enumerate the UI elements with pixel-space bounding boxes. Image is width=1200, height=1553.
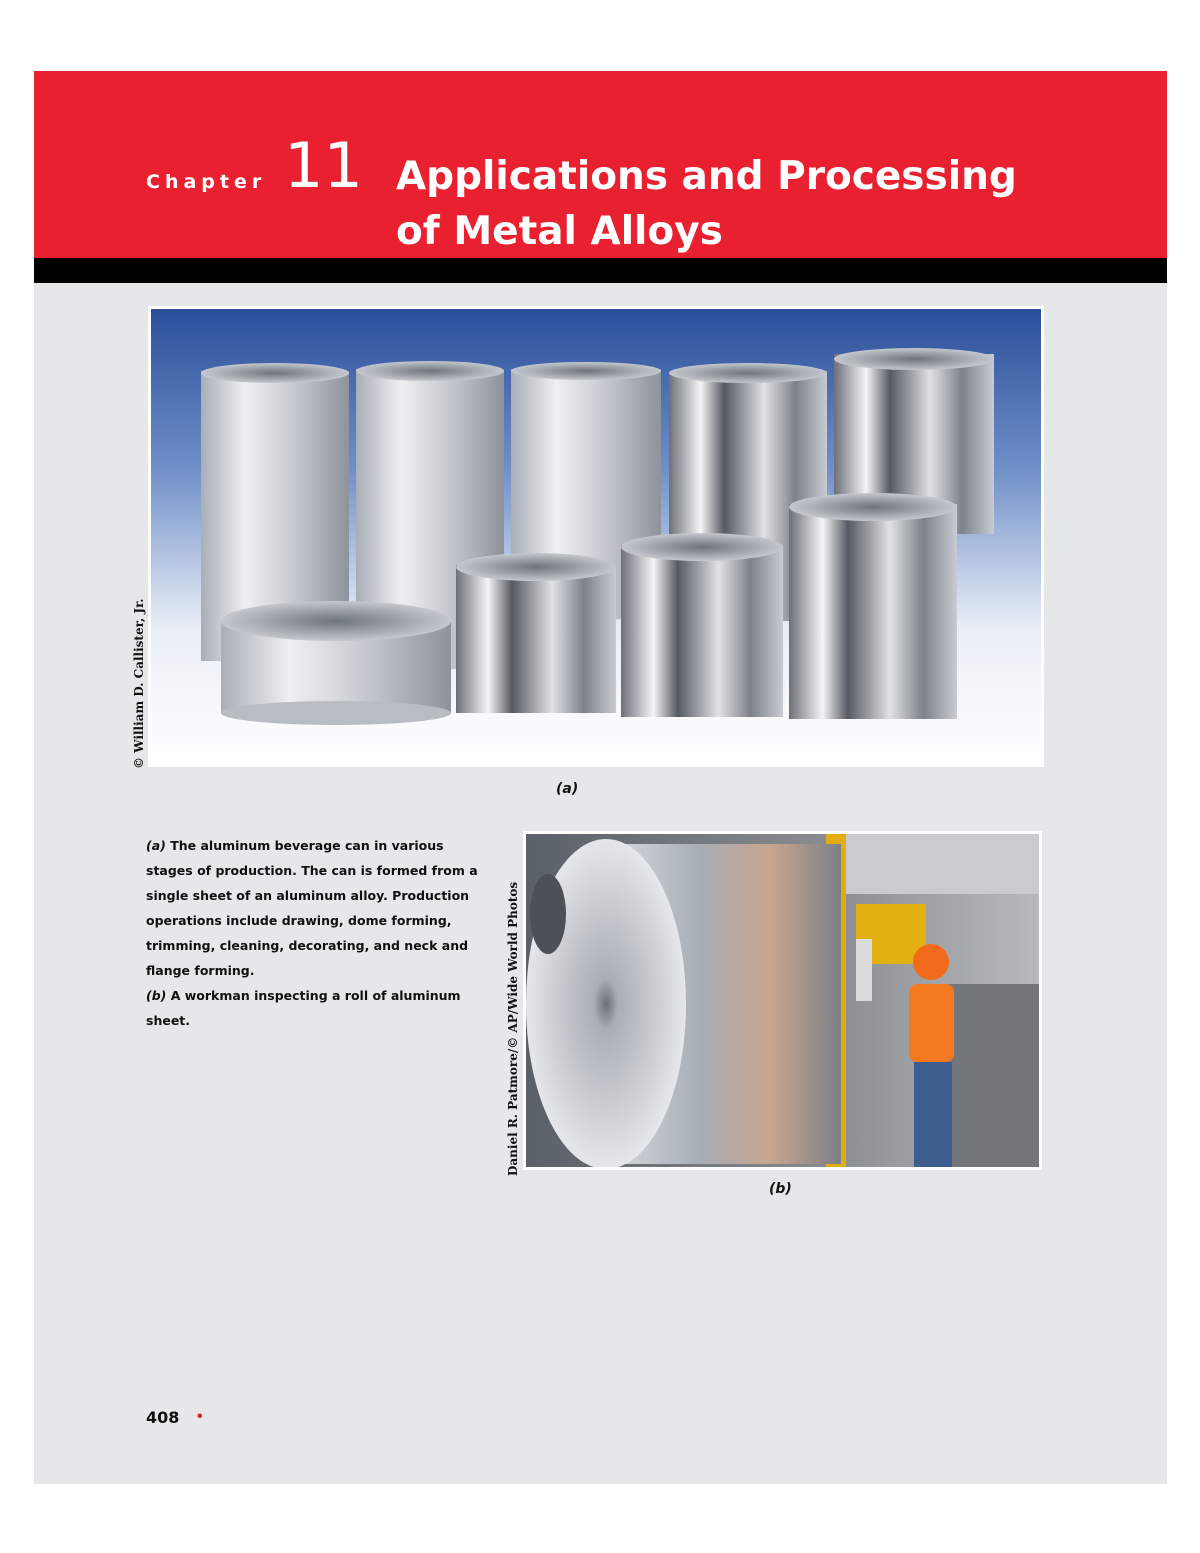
caption-paragraph-a [146, 833, 486, 983]
figure-a-photo [148, 306, 1044, 767]
figure-a-label: (a) [556, 781, 579, 797]
page [34, 71, 1167, 1484]
caption-marker-b: (b) [146, 988, 167, 1003]
chapter-title-line-1: Applications and Processing [396, 154, 1017, 199]
caption-marker-a: (a) [146, 838, 166, 853]
caption-text-a: The aluminum beverage can in various stages of production. The can is formed from a single sheet of an aluminum alloy. Production operations include drawing, dome forming, trimming, cleaning, decorating, and neck and flange forming. [146, 838, 478, 978]
figure-caption [146, 833, 486, 1033]
figure-b-credit: Daniel R. Patmore/© AP/Wide World Photos [506, 881, 520, 1176]
chapter-title [396, 149, 1096, 259]
chapter-banner [34, 71, 1167, 258]
figure-b-label: (b) [769, 1181, 792, 1197]
caption-text-b: A workman inspecting a roll of aluminum sheet. [146, 988, 461, 1028]
chapter-label: Chapter [146, 171, 267, 193]
chapter-number: 11 [284, 129, 363, 202]
chapter-title-line-2: of Metal Alloys [396, 209, 723, 254]
caption-paragraph-b [146, 983, 486, 1033]
figure-b-photo [523, 831, 1042, 1170]
page-number: 408 [146, 1408, 180, 1427]
figure-a-credit: © William D. Callister, Jr. [132, 598, 146, 769]
page-bullet: • [197, 1408, 203, 1425]
banner-divider [34, 258, 1167, 283]
